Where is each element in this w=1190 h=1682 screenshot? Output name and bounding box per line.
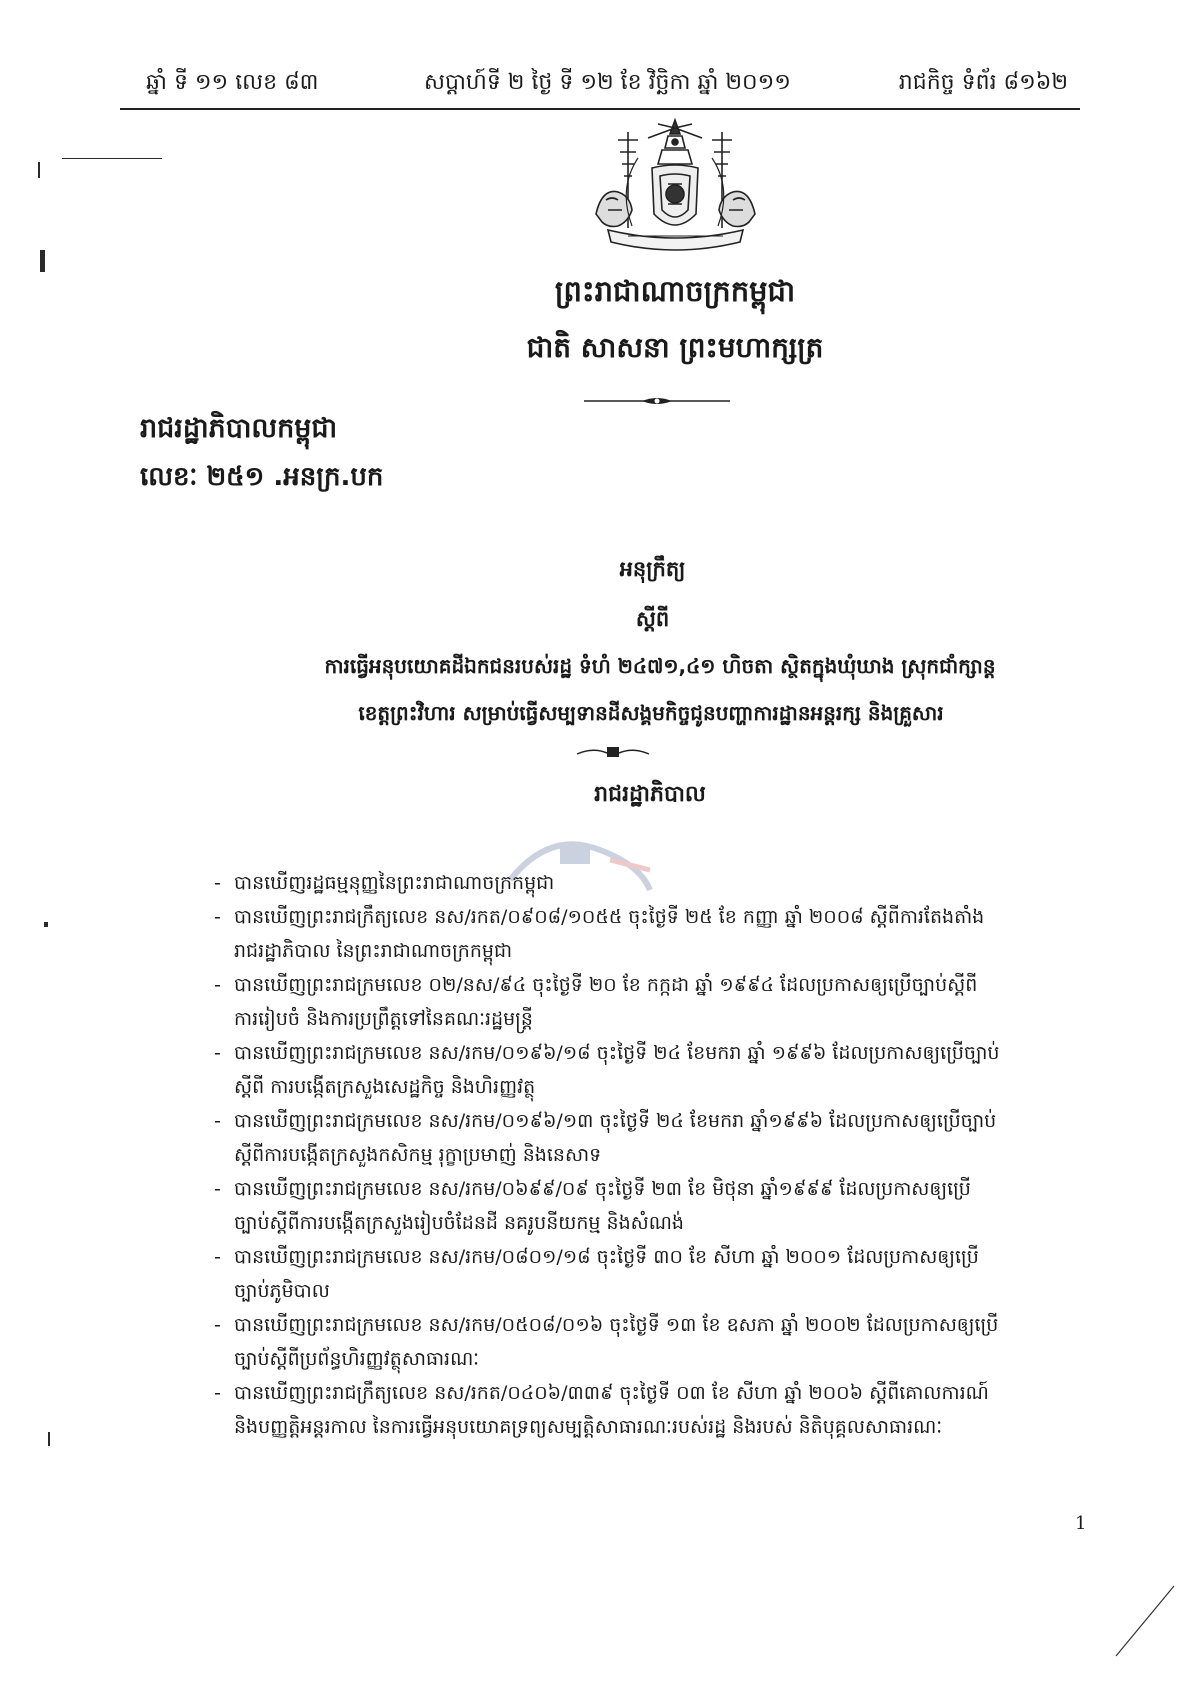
reference-text: - បានឃើញព្រះរាជក្រឹត្យលេខ នស/រកត/០៤០៦/៣៣៩ ចុះថ្ងៃទី ០៣ ខែ សីហា ឆ្នាំ ២០០៦ ស្តីពីគោលការណ៍ (234, 1382, 989, 1404)
scan-mark (62, 158, 162, 159)
gazette-header (120, 60, 1080, 104)
reference-text-continued: និងបញ្ញត្តិអន្តរកាល នៃការធ្វើអនុបយោគទ្រព្យសម្បត្តិសាធារណៈរបស់រដ្ឋ និងរបស់ និតិបុគ្គលសាធារណៈ (234, 1416, 943, 1438)
reference-text-continued: ច្បាប់ស្តីពីប្រព័ន្ធហិរញ្ញវត្ថុសាធារណៈ (234, 1348, 480, 1370)
reference-item (212, 1172, 1102, 1240)
reference-text: - បានឃើញព្រះរាជក្រមលេខ នស/រកម/០៥០៨/០១៦ ចុះថ្ងៃទី ១៣ ខែ ឧសភា ឆ្នាំ ២០០២ ដែលប្រកាសឲ្យប្រើ (234, 1314, 999, 1336)
reference-text-continued: ច្បាប់ស្តីពីការបង្កើតក្រសួងរៀបចំដែនដី នគរូបនីយកម្ម និងសំណង់ (234, 1212, 684, 1234)
gazette-page: រាជកិច្ច ទំព័រ ៨១៦២ (898, 70, 1068, 95)
scan-mark (48, 1432, 50, 1446)
issuing-body: រាជរដ្ឋាភិបាល (594, 782, 706, 807)
reference-text: - បានឃើញព្រះរាជក្រឹត្យលេខ នស/រកត/០៩០៨/១០៥៥ ចុះថ្ងៃទី ២៥ ខែ កញ្ញា ឆ្នាំ ២០០៨ ស្តីពីការតែងតាំង (234, 906, 985, 928)
reference-item (212, 1376, 1102, 1444)
document-type: អនុក្រឹត្យ (619, 557, 686, 581)
reference-text-continued: ការរៀបចំ និងការប្រព្រឹត្តទៅនៃគណៈរដ្ឋមន្ត្រី (234, 1008, 533, 1030)
scan-mark (1110, 1580, 1180, 1660)
header-rule (120, 108, 1080, 110)
reference-text-continued: រាជរដ្ឋាភិបាល នៃព្រះរាជាណាចក្រកម្ពុជា (234, 940, 513, 962)
issuing-authority: រាជរដ្ឋាភិបាលកម្ពុជា (140, 413, 338, 444)
scan-mark (38, 162, 40, 178)
motto-divider (582, 396, 732, 406)
national-motto: ជាតិ សាសនា ព្រះមហាក្សត្រ (526, 331, 824, 364)
decree-number: លេខៈ ២៥១ .អនក្រ.បក (140, 462, 384, 492)
royal-emblem (588, 118, 763, 260)
reference-item (212, 1240, 1102, 1308)
reference-text: - បានឃើញព្រះរាជក្រមលេខ នស/រកម/០១៩៦/១៣ ចុះថ្ងៃទី ២៤ ខែមករា ឆ្នាំ១៩៩៦ ដែលប្រកាសឲ្យប្រើច្បាប់ (234, 1110, 997, 1132)
gazette-issue: ឆ្នាំ ទី ១១ លេខ ៨៣ (146, 70, 319, 95)
reference-text: - បានឃើញរដ្ឋធម្មនុញ្ញនៃព្រះរាជាណាចក្រកម្ពុជា (234, 872, 555, 894)
reference-item (212, 1036, 1102, 1104)
reference-text-continued: ស្តីពីការបង្កើតក្រសួងកសិកម្ម រុក្ខាប្រមាញ់ និងនេសាទ (234, 1144, 602, 1166)
page-number: 1 (1075, 1513, 1087, 1534)
reference-text: - បានឃើញព្រះរាជក្រមលេខ នស/រកម/០៦៩៩/០៩ ចុះថ្ងៃទី ២៣ ខែ មិថុនា ឆ្នាំ១៩៩៩ ដែលប្រកាសឲ្យប្រើ (234, 1178, 971, 1200)
scan-mark (40, 250, 45, 272)
title-ornament (573, 745, 653, 759)
title-line-1: ការធ្វើអនុបយោគដីឯកជនរបស់រដ្ឋ ទំហំ ២៤៧១,៤១ ហិចតា ស្ថិតក្នុងឃុំឃាង ស្រុកជាំក្សាន្ត (324, 654, 996, 678)
title-line-2: ខេត្តព្រះវិហារ សម្រាប់ធ្វើសម្បទានដីសង្គមកិច្ចជូនបញ្ហាការដ្ឋានអន្តរក្ស និងគ្រួសារ (358, 701, 944, 725)
reference-text-continued: ច្បាប់ភូមិបាល (234, 1280, 330, 1302)
kingdom-name: ព្រះរាជាណាចក្រកម្ពុជា (554, 274, 796, 308)
reference-text: - បានឃើញព្រះរាជក្រមលេខ ០២/នស/៩៤ ចុះថ្ងៃទី ២០ ខែ កក្កដា ឆ្នាំ ១៩៩៤ ដែលប្រកាសឲ្យប្រើច្បាប់ស្តីពី (234, 974, 978, 996)
reference-text: - បានឃើញព្រះរាជក្រមលេខ នស/រកម/០១៩៦/១៨ ចុះថ្ងៃទី ២៤ ខែមករា ឆ្នាំ ១៩៩៦ ដែលប្រកាសឲ្យប្រើច្បាប់ (234, 1042, 1000, 1064)
gazette-date: សប្តាហ៍ទី ២ ថ្ងៃ ទី ១២ ខែ វិច្ឆិកា ឆ្នាំ ២០១១ (424, 70, 791, 95)
reference-item (212, 1104, 1102, 1172)
reference-item (212, 866, 1102, 900)
reference-item (212, 968, 1102, 1036)
title-on: ស្តីពី (635, 607, 670, 631)
reference-item (212, 900, 1102, 968)
reference-text: - បានឃើញព្រះរាជក្រមលេខ នស/រកម/០៨០១/១៨ ចុះថ្ងៃទី ៣០ ខែ សីហា ឆ្នាំ ២០០១ ដែលប្រកាសឲ្យប្រើ (234, 1246, 979, 1268)
scan-mark (44, 922, 48, 927)
references-list (212, 866, 1102, 1444)
reference-text-continued: ស្តីពី ការបង្កើតក្រសួងសេដ្ឋកិច្ច និងហិរញ្ញវត្ថុ (234, 1076, 536, 1098)
reference-item (212, 1308, 1102, 1376)
